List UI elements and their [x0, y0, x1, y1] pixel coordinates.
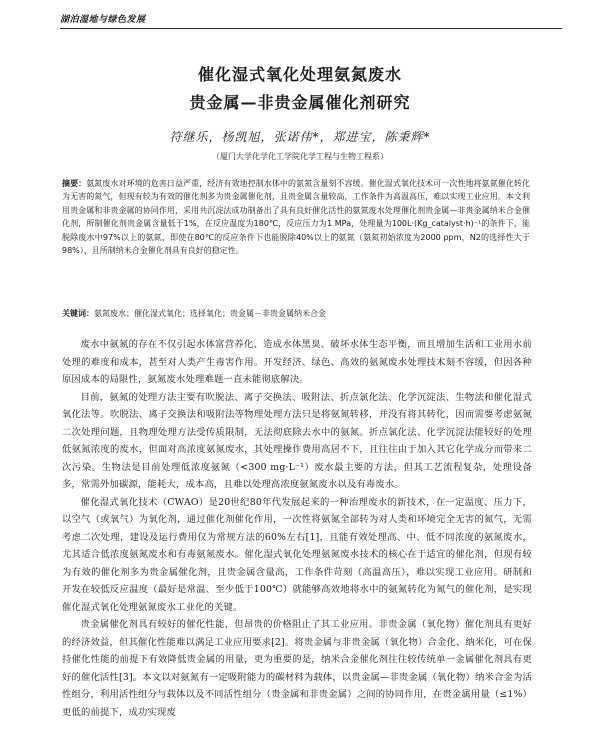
header-rule [60, 28, 562, 29]
authors: 符继乐，杨凯旭，张诺伟*，郑进宝，陈秉辉* [169, 130, 431, 144]
affiliation: （厦门大学化学化工学院化学工程与生物工程系） [212, 152, 388, 161]
running-head: 湖泊湿地与绿色发展 [60, 15, 146, 25]
body-paragraph: 贵金属催化剂具有较好的催化性能，但昂贵的价格阻止了其工业应用。非贵金属（氧化物）催化剂具有更好的经济效益，但其催化性能难以满足工业应用要求[2]。将贵金属与非贵金属（氧化物）合金化、纳米化，可在保持催化性能的前提下有效降低贵金属的用量，更为重要的是，纳米合金催化剂往往较传统单一金属催化剂具有更好的催化活性[3]。本文以对氨氮有一定吸附能力的碳材料为载体，以贵金属—非贵金属（氧化物）纳米合金为活性组分，利用活性组分与载体以及不同活性组分（贵金属和非贵金属）之间的协同作用，在贵金属用量（≤1%）更低的前提下，成功实现废 [62, 619, 532, 718]
body-paragraph: 废水中氨氮的存在不仅引起水体富营养化、造成水体黑臭、破坏水体生态平衡，而且增加生活和工业用水前处理的难度和成本，甚至对人类产生毒害作用。开发经济、绿色、高效的氨氮废水处理技术刻不容缓，但因各种原因成本的局限性，氨氮废水处理难题一直未能彻底解决。 [62, 339, 532, 385]
body-paragraph: 催化湿式氧化技术（CWAO）是20世纪80年代发展起来的一种治理废水的新技术，在一定温度、压力下，以空气（或氧气）为氧化剂，通过催化剂催化作用，一次性将氨氮全部转为对人类和环境完全无害的氮气，无需考虑二次处理，建设及运行费用仅为常规方法的60%左右[1]，且能有效处理高、中、低不同浓度的氨氮废水，尤其适合低浓度氨氮废水和有毒氨氮废水。催化湿式氧化处理氨氮废水技术的核心在于适宜的催化剂，但现有较为有效的催化剂多为贵金属催化剂，且贵金属含量高，工作条件苛刻（高温高压），难以实现工业应用。研制和开发在较低反应温度（最好是常温、至少低于100℃）就能够高效地将水中的氨氮转化为氮气的催化剂，是实现催化湿式氧化处理氨氮废水工业化的关键。 [62, 496, 532, 613]
keywords-text: 氨氮废水；催化湿式氧化；选择氧化；贵金属－非贵金属纳米合金 [94, 309, 326, 318]
abstract-label: 摘要： [62, 179, 87, 188]
abstract-text: 氨氮废水对环境的危害日益严重，经济有效地控制水体中的氨氮含量刻不容缓。催化湿式氧化技术可一次性地将氨氮催化转化为无害的氮气，但现有较为有效的催化剂多为贵金属催化剂，且贵金属含量较高，工作条件为高温高压，难以实现工业应用。本文利用贵金属和非贵金属的协同作用，采用共沉淀法成功制备出了具有良好催化活性的氨氮废水处理催化剂贵金属—非贵金属纳米合金催化剂，所制催化剂贵金属含量低于1%，在反应温度为180℃，反应压力为1 MPa，处理量为100L·(Kg_catalyst·h)⁻¹的条件下，能脱除废水中97%以上的氨氮，即使在80℃的反应条件下也能脱除40%以上的氨氮（氨氮初始浓度为2000 ppm，N2的选择性大于98%），且所制纳米合金催化剂具有良好的稳定性。 [62, 179, 531, 256]
keywords-label: 关键词： [62, 309, 94, 318]
abstract [62, 177, 530, 257]
paper-title-line1: 催化湿式氧化处理氨氮废水 [197, 65, 402, 84]
paper-title-line2: 贵金属—非贵金属催化剂研究 [189, 93, 411, 112]
body-text [62, 336, 532, 721]
keywords [62, 308, 530, 319]
body-paragraph: 目前，氨氮的处理方法主要有吹脱法、离子交换法、吸附法、折点氯化法、化学沉淀法、生物法和催化湿式氧化法等。吹脱法、离子交换法和吸附法等物理处理方法只是将氨氮转移，并没有将其转化，因而需要考虑氨氮二次处理问题，且物理处理方法受传质限制，无法彻底除去水中的氨氮。折点氯化法、化学沉淀法能较好的处理低氨氮浓度的废水，但面对高浓度氨氮废水，其处理操作费用高居不下，且往往由于加入其它化学成分而带来二次污染。生物法是目前处理低浓度氨氮（<300 mg·L⁻¹）废水最主要的方法，但其工艺流程复杂，处理设备多，常需外加碳源，能耗大，成本高，且难以处理高浓度氨氮废水以及有毒废水。 [62, 391, 532, 490]
